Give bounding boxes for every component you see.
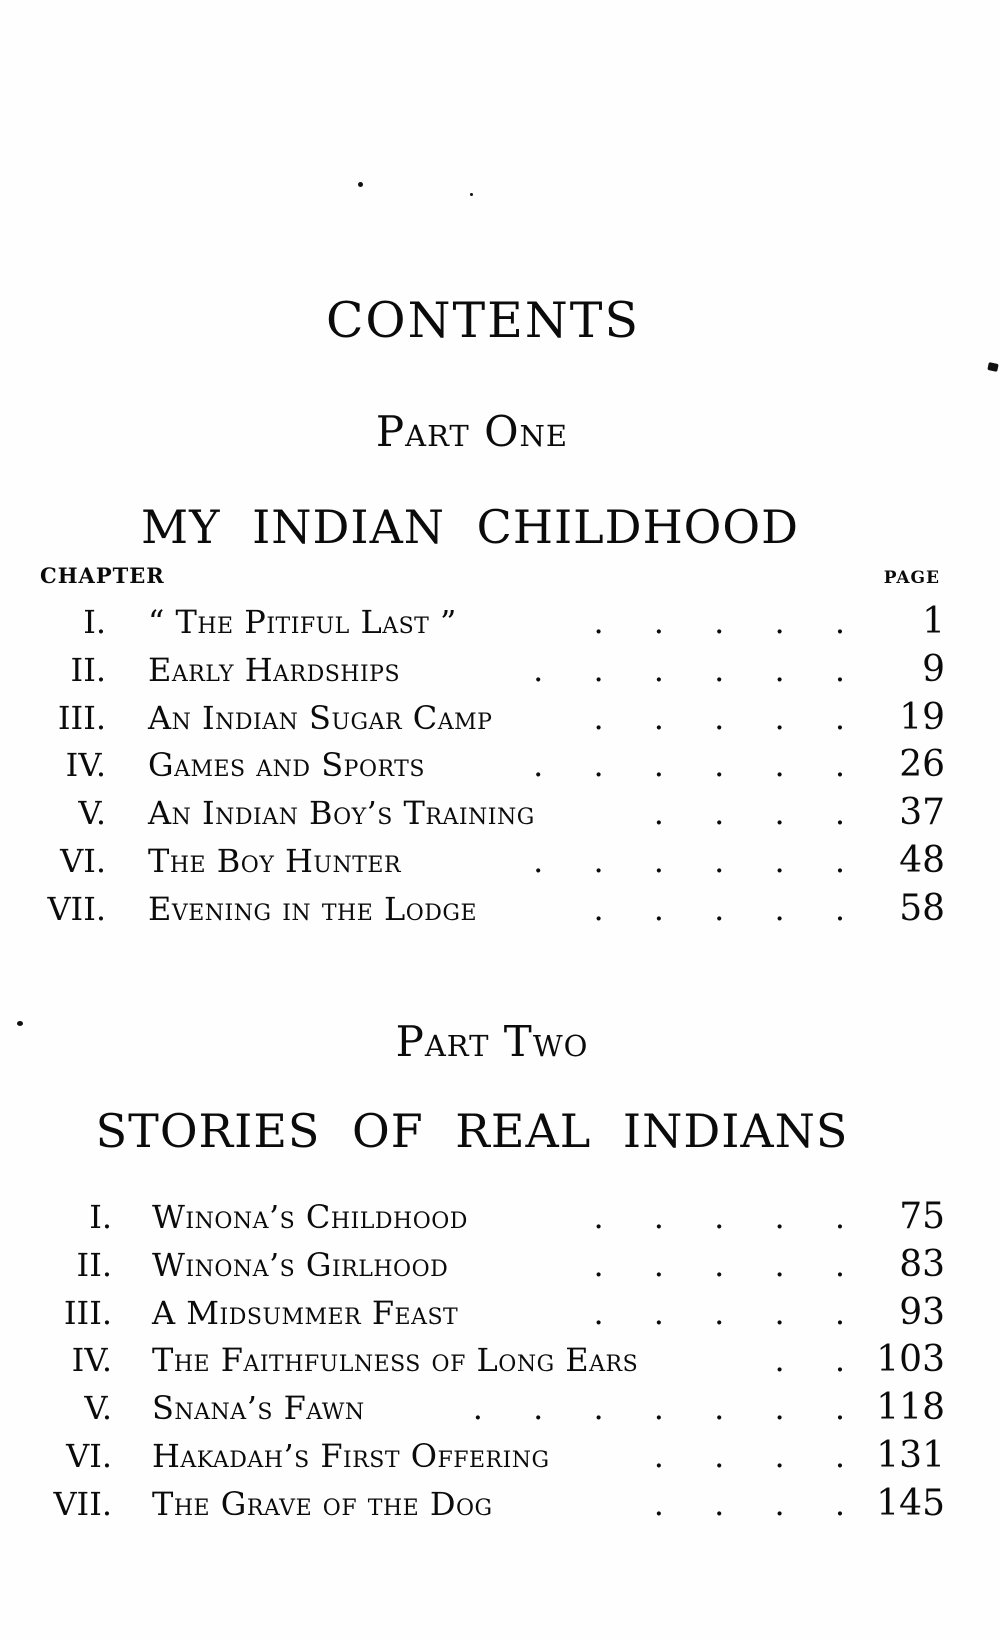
page-number: 26 [899, 744, 945, 786]
leader-dots: . . . . [653, 1436, 845, 1475]
chapter-title: An Indian Boy’s Training [148, 794, 535, 833]
toc-row [0, 1196, 945, 1244]
page-number: 1 [922, 601, 945, 642]
chapter-numeral: II. [70, 650, 106, 689]
chapter-title: Evening in the Lodge [148, 889, 478, 928]
part-two-heading: Part Two [395, 1017, 589, 1066]
toc-row [0, 1483, 945, 1531]
toc-row [0, 792, 945, 840]
page-number: 118 [876, 1387, 945, 1429]
chapter-numeral: II. [76, 1245, 112, 1284]
page-number: 9 [922, 648, 945, 690]
ink-speck [470, 193, 473, 196]
page-column-label: PAGE [883, 568, 940, 588]
toc-row [0, 840, 945, 888]
page-number: 83 [899, 1243, 945, 1285]
leader-dots: . . . . . . [533, 841, 845, 880]
chapter-numeral: VII. [47, 889, 106, 928]
toc-row [0, 1292, 945, 1340]
chapter-numeral: VI. [66, 1436, 112, 1475]
page-number: 37 [899, 792, 945, 834]
leader-dots: . . . . . [593, 1245, 845, 1284]
chapter-title: Early Hardships [148, 650, 401, 689]
leader-dots: . . . . . [593, 603, 845, 641]
chapter-title: Games and Sports [148, 746, 425, 785]
page-number: 103 [876, 1339, 945, 1381]
toc-row [0, 1387, 945, 1435]
chapter-numeral: III. [63, 1293, 112, 1332]
toc-row [0, 1435, 945, 1483]
leader-dots: . . . . . . . [472, 1389, 845, 1428]
leader-dots: . . [774, 1341, 845, 1380]
chapter-numeral: V. [78, 794, 106, 833]
ink-speck [358, 182, 363, 187]
chapter-numeral: IV. [65, 746, 106, 785]
toc-row [0, 1339, 945, 1387]
ink-speck [987, 362, 998, 372]
chapter-title: Winona’s Girlhood [152, 1245, 449, 1284]
leader-dots: . . . . . [593, 1198, 845, 1236]
chapter-numeral: VI. [60, 841, 106, 880]
page-number: 19 [899, 696, 945, 738]
leader-dots: . . . . . . [533, 746, 845, 785]
chapter-numeral: I. [89, 1198, 112, 1236]
chapter-column-label: CHAPTER [40, 563, 165, 588]
leader-dots: . . . . . [593, 698, 845, 737]
chapter-numeral: III. [57, 698, 106, 737]
page-number: 131 [876, 1434, 945, 1476]
toc-row [0, 649, 945, 697]
part-one-toc-list [0, 601, 945, 936]
chapter-title: A Midsummer Feast [152, 1293, 459, 1332]
toc-row [0, 888, 945, 936]
chapter-numeral: VII. [53, 1484, 112, 1523]
chapter-numeral: IV. [71, 1341, 112, 1380]
chapter-numeral: V. [84, 1389, 112, 1428]
part-one-subtitle: MY INDIAN CHILDHOOD [141, 500, 799, 554]
leader-dots: . . . . . . [533, 650, 845, 689]
page-title: CONTENTS [325, 292, 641, 349]
page-number: 58 [899, 887, 945, 929]
toc-row [0, 601, 945, 649]
chapter-numeral: I. [83, 603, 106, 641]
part-one-heading: Part One [375, 407, 569, 456]
toc-row [0, 697, 945, 745]
page-number: 93 [899, 1291, 945, 1333]
leader-dots: . . . . [653, 794, 845, 833]
chapter-title: The Grave of the Dog [152, 1484, 493, 1523]
part-two-subtitle: STORIES OF REAL INDIANS [95, 1104, 849, 1158]
leader-dots: . . . . [653, 1484, 845, 1523]
page-number: 75 [899, 1196, 945, 1237]
toc-row [0, 1244, 945, 1292]
page-number: 145 [876, 1482, 945, 1524]
chapter-title: “ The Pitiful Last ” [148, 603, 457, 641]
chapter-title: Snana’s Fawn [152, 1389, 365, 1428]
chapter-title: The Faithfulness of Long Ears [152, 1341, 639, 1380]
chapter-title: An Indian Sugar Camp [148, 698, 493, 737]
chapter-title: Winona’s Childhood [152, 1198, 468, 1236]
chapter-title: The Boy Hunter [148, 841, 402, 880]
part-two-toc-list [0, 1196, 945, 1531]
chapter-title: Hakadah’s First Offering [152, 1436, 550, 1475]
leader-dots: . . . . . [593, 889, 845, 928]
leader-dots: . . . . . [593, 1293, 845, 1332]
page-number: 48 [899, 839, 945, 881]
toc-row [0, 744, 945, 792]
